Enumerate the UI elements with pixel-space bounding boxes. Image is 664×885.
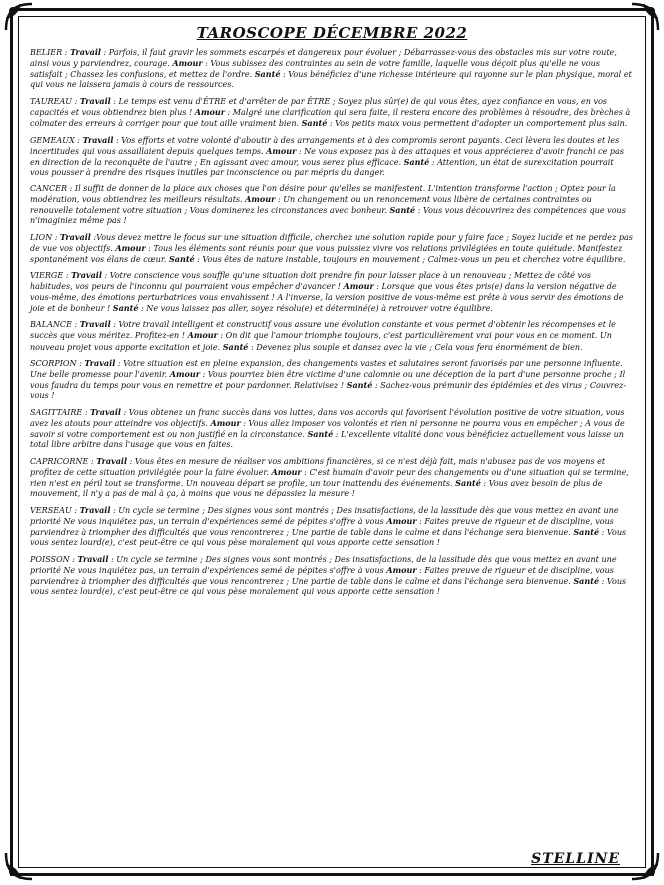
sign-name: LION [30,232,53,242]
sign-paragraph-balance: BALANCE : Travail : Votre travail intelligent et constructif vous assure une évolution constante et vous permet d'obtenir les récompenses et le succès que vous méritez. Profitez-en ! Amour : On dit que l'amour triomphe toujours, c'est particulièrement vrai pour vous en ce moment. Un nouveau projet vous apporte excitation et joie. Santé : Devenez plus souple et dansez avec la vie ; Cela vous fera énormément de bien. [30,319,616,352]
section-label: Travail [70,47,101,57]
section-text: : C'est humain d'avoir peur des changements ou d'une situation qui se termine, rien n'est en péril tout se transforme. Un nouveau départ se profile, un tour inattendu des événements. [30,467,629,489]
section-text: : Tous les éléments sont réunis pour que vous puissiez vivre vos relations privilégiées en toute quiétude. Manifestez spontanément vos élans de cœur. [30,243,623,264]
section-text: : Un cycle se termine ; Des signes vous sont montrés ; Des insatisfactions, de la lassitude dès que vous mettez en avant une priorité Ne vous inquiétez pas, un terrain d'expériences semé de pépites s'offre à vous [30,554,617,575]
corner-ornament-icon [4,851,34,881]
section-label: Amour [210,418,241,429]
section-text: : Devenez plus souple et dansez avec la vie ; Cela vous fera énormément de bien. [248,342,583,352]
section-text: : Parfois, il faut gravir les sommets escarpés et dangereux pour évoluer ; Débarrassez-vous des obstacles mis sur votre route, ainsi vous y parviendrez, courage. [30,48,617,69]
section-text: : Malgré une clarification qui sera faite, il restera encore des problèmes à résoudre, des brèches à colmater des erreurs à corriger pour que tout aille vraiment bien. [30,108,631,129]
section-text: : Il suffit de donner de la place aux choses que l'on désire pour qu'elles se manifestent. L'intention transforme l'action ; Optez pour la modération, vous obtiendrez les meilleurs résultats. [30,183,616,204]
section-label: Travail [71,270,102,281]
section-label: Travail [79,319,111,330]
sign-paragraph-belier: BELIER : Travail : Parfois, il faut gravir les sommets escarpés et dangereux pour évoluer ; Débarrassez-vous des obstacles mis sur votre route, ainsi vous y parviendrez, courage. Amour : Vous subissez des contraintes au sein de votre famille, laquelle vous déçoit plus qu'elle ne vous satisfait ; Chassez les confusions, et mettez de l'ordre. Santé : Vous bénéficiez d'une richesse intérieure qui rayonne sur le plan physique, moral et qui vous ne laissera jamais à cours de ressources. [30,47,632,90]
section-label: Santé [455,478,481,489]
section-label: Santé [254,69,281,80]
sign-name: VIERGE [30,271,64,281]
section-label: Santé [346,380,373,391]
sign-name: VERSEAU [30,505,72,515]
sign-name: TAUREAU [30,96,73,106]
section-label: Amour [386,515,417,526]
section-text: : Un changement ou un renoncement vous libère de certaines contraintes ou renouvelle totalement votre situation ; Vous dominerez les circonstances avec bonheur. [30,194,592,215]
section-label: Travail [79,504,111,515]
section-text: : Attention, un état de surexcitation pourrait vous pousser à prendre des risques inutiles par inconscience ou par mépris du danger. [30,158,614,178]
section-label: Amour [187,330,218,341]
section-text: : Vous pourriez bien être victime d'une calomnie ou une déception de la part d'une personne proche ; Il vous faudra du temps pour vous en remettre et pour pardonner. Relativisez ! [30,370,626,391]
section-label: Travail [90,406,121,417]
section-label: Amour [271,466,302,477]
section-text: : Votre situation est en pleine expansion, des changements vastes et salutaires seront favorisés par une personne influente. Une belle promesse pour l'avenir. [30,358,623,380]
horoscope-content [30,47,634,603]
section-text: : Vous vous sentez lourd(e), c'est peut-être ce qui vous pèse moralement qui vous apporte cette sensation ! [30,576,627,597]
section-label: Santé [168,253,195,264]
section-text: : Vos efforts et votre volonté d'aboutir à des arrangements et à des compromis seront payants. Ceci lèvera les doutes et les incertitudes qui vous assaillaient depuis quelques temps. [30,135,620,156]
section-label: Santé [573,527,600,538]
section-text: : Le temps est venu d'ÊTRE et d'arrêter de par ÊTRE ; Soyez plus sûr(e) de qui vous êtes, ayez confiance en vous, en vos capacités et vous obtiendrez bien plus ! [30,96,608,118]
section-text: : Un cycle se termine ; Des signes vous sont montrés ; Des insatisfactions, de la lassitude dès que vous mettez en avant une priorité Ne vous inquiétez pas, un terrain d'expériences semé de pépites s'offre à vous [30,505,619,526]
section-text: : Lorsque que vous êtes pris(e) dans la version négative de vous-même, des émotions perturbatrices vous envahissent ! A l'inverse, la version positive de vous-même est prête à vous servir des émotions de joie et de bonheur ! [30,282,624,313]
sign-name: CAPRICORNE [30,456,89,466]
section-label: Travail [82,134,114,145]
sign-paragraph-verseau: VERSEAU : Travail : Un cycle se termine ; Des signes vous sont montrés ; Des insatisfactions, de la lassitude dès que vous mettez en avant une priorité Ne vous inquiétez pas, un terrain d'expériences semé de pépites s'offre à vous Amour : Faites preuve de rigueur et de discipline, vous parviendrez à triompher des difficultés que vous rencontrerez ; Une partie de table dans le calme et dans l'échange sera bienvenue. Santé : Vous vous sentez lourd(e), c'est peut-être ce qui vous pèse moralement qui vous apporte cette sensation ! [30,504,627,548]
section-label: Amour [245,193,276,204]
section-label: Santé [222,341,249,352]
section-label: Travail [60,231,91,242]
section-label: Amour [169,369,201,380]
section-label: Amour [172,58,203,69]
section-label: Santé [389,204,416,215]
section-text: : Ne vous laissez pas aller, soyez résolu(e) et déterminé(e) à retrouver votre équilibre. [138,303,493,313]
section-label: Santé [307,429,334,440]
sign-paragraph-gemeaux: GEMEAUX : Travail : Vos efforts et votre volonté d'aboutir à des arrangements et à des compromis seront payants. Ceci lèvera les doutes et les incertitudes qui vous assaillaient depuis quelques temps. Amour : Ne vous exposez pas à des attaques et vous apprécierez d'avoir franchi ce pas en direction de la reconquête de l'autre ; En agissant avec amour, vous serez plus efficace. Santé : Attention, un état de surexcitation pourrait vous pousser à prendre des risques inutiles par inconscience ou par mépris du danger. [30,134,625,178]
section-label: Travail [77,553,109,564]
section-text: : Vous êtes de nature instable, toujours en mouvement ; Calmez-vous un peu et cherchez votre équilibre. [194,254,626,264]
section-label: Amour [266,145,297,156]
sign-name: CANCER [30,183,68,193]
section-label: Travail [84,357,116,368]
sign-paragraph-lion: LION : Travail :Vous devez mettre le focus sur une situation difficile, cherchez une solution rapide pour y faire face ; Soyez lucide et ne perdez pas de vue vos objectifs. Amour : Tous les éléments sont réunis pour que vous puissiez vivre vos relations privilégiées en toute quiétude. Manifestez spontanément vos élans de cœur. Santé : Vous êtes de nature instable, toujours en mouvement ; Calmez-vous un peu et cherchez votre équilibre. [30,231,633,264]
section-text: : Vous vous découvrirez des compétences que vous n'imaginiez même pas ! [30,205,626,226]
section-label: Santé [112,302,139,313]
section-label: Santé [573,575,600,586]
section-text: : Vous vous sentez lourd(e), c'est peut-être ce qui vous pèse moralement qui vous apporte cette sensation ! [30,528,627,548]
section-text: : Votre travail intelligent et constructif vous assure une évolution constante et vous permet d'obtenir les récompenses et le succès que vous méritez. Profitez-en ! [30,320,616,341]
corner-ornament-icon [630,851,660,881]
sign-name: GEMEAUX [30,135,75,145]
section-label: Amour [386,564,417,575]
section-text: : Vous obtenez un franc succès dans vos luttes, dans vos accords qui favorisent l'évolution positive de votre situation, vous avez les atouts pour atteindre vos objectifs. [30,407,625,429]
section-text: : Sachez-vous prémunir des épidémies et des virus ; Couvrez-vous ! [30,381,627,401]
sign-paragraph-vierge: VIERGE : Travail : Votre conscience vous souffle qu'une situation doit prendre fin pour laisser place à un renouveau ; Mettez de côté vos habitudes, vos peurs de l'inconnu qui pourraient vous empêcher d'avancer ! Amour : Lorsque que vous êtes pris(e) dans la version négative de vous-même, des émotions perturbatrices vous envahissent ! A l'inverse, la version positive de vous-même est prête à vous servir des émotions de joie et de bonheur ! Santé : Ne vous laissez pas aller, soyez résolu(e) et déterminé(e) à retrouver votre équilibre. [30,270,624,313]
sign-paragraph-poisson: POISSON : Travail : Un cycle se termine ; Des signes vous sont montrés ; Des insatisfactions, de la lassitude dès que vous mettez en avant une priorité Ne vous inquiétez pas, un terrain d'expériences semé de pépites s'offre à vous Amour : Faites preuve de rigueur et de discipline, vous parviendrez à triompher des difficultés que vous rencontrerez ; Une partie de table dans le calme et dans l'échange sera bienvenue. Santé : Vous vous sentez lourd(e), c'est peut-être ce qui vous pèse moralement qui vous apporte cette sensation ! [30,553,627,597]
section-text: : On dit que l'amour triomphe toujours, c'est particulièrement vrai pour vous en ce moment. Un nouveau projet vous apporte excitation et joie. [30,331,612,352]
sign-name: POISSON [30,554,70,564]
section-label: Amour [115,242,146,253]
section-text: : Vous subissez des contraintes au sein de votre famille, laquelle vous déçoit plus qu'elle ne vous satisfait ; Chassez les confusions, et mettez de l'ordre. [30,59,600,80]
section-text: : Ne vous exposez pas à des attaques et vous apprécierez d'avoir franchi ce pas en direction de la reconquête de l'autre ; En agissant avec amour, vous serez plus efficace. [30,146,625,167]
sign-paragraph-taureau: TAUREAU : Travail : Le temps est venu d'ÊTRE et d'arrêter de par ÊTRE ; Soyez plus sûr(e) de qui vous êtes, ayez confiance en vous, en vos capacités et vous obtiendrez bien plus ! Amour : Malgré une clarification qui sera faite, il restera encore des problèmes à résoudre, des brèches à colmater des erreurs à corriger pour que tout aille vraiment bien. Santé : Vos petits maux vous permettent d'adopter un comportement plus sain. [30,95,631,129]
sign-paragraph-scorpion: SCORPION : Travail : Votre situation est en pleine expansion, des changements vastes et salutaires seront favorisés par une personne influente. Une belle promesse pour l'avenir. Amour : Vous pourriez bien être victime d'une calomnie ou une déception de la part d'une personne proche ; Il vous faudra du temps pour vous en remettre et pour pardonner. Relativisez ! Santé : Sachez-vous prémunir des épidémies et des virus ; Couvrez-vous ! [30,357,627,401]
sign-paragraph-sagittaire: SAGITTAIRE : Travail : Vous obtenez un franc succès dans vos luttes, dans vos accords qui favorisent l'évolution positive de votre situation, vous avez les atouts pour atteindre vos objectifs. Amour : Vous allez imposer vos volontés et rien ni personne ne pourra vous en empêcher ; A vous de savoir si votre comportement est ou non justifié en la circonstance. Santé : L'excellente vitalité donc vous bénéficiez actuellement vous laisse un total libre arbitre dans l'usage que vous en faites. [30,406,625,450]
section-text: : Vous avez besoin de plus de mouvement, il n'y a pas de mal à ça, à moins que vous ne dépassiez la mesure ! [30,479,603,499]
section-text: : Vous allez imposer vos volontés et rien ni personne ne pourra vous en empêcher ; A vous de savoir si votre comportement est ou non justifié en la circonstance. [30,419,625,440]
section-text: : Vos petits maux vous permettent d'adopter un comportement plus sain. [327,119,628,129]
sign-paragraph-capricorne: CAPRICORNE : Travail : Vous êtes en mesure de réaliser vos ambitions financières, si ce n'est déjà fait, mais n'abusez pas de vos moyens et profitez de cette situation privilégiée pour la faire évoluer. Amour : C'est humain d'avoir peur des changements ou d'une situation qui se termine, rien n'est en péril tout se transforme. Un nouveau départ se profile, un tour inattendu des événements. Santé : Vous avez besoin de plus de mouvement, il n'y a pas de mal à ça, à moins que vous ne dépassiez la mesure ! [30,455,629,499]
section-text: :Vous devez mettre le focus sur une situation difficile, cherchez une solution rapide pour y faire face ; Soyez lucide et ne perdez pas de vue vos objectifs. [30,232,633,253]
sign-paragraph-cancer [30,184,634,227]
section-label: Travail [79,95,111,106]
sign-name: SCORPION [30,358,77,368]
author-signature: STELLINE [531,851,620,867]
section-label: Travail [96,455,128,466]
section-text: : Votre conscience vous souffle qu'une situation doit prendre fin pour laisser place à un renouveau ; Mettez de côté vos habitudes, vos peurs de l'inconnu qui pourraient vous empêcher d'avancer ! [30,271,591,292]
page-title: TAROSCOPE DÉCEMBRE 2022 [196,24,468,42]
section-text: : Faites preuve de rigueur et de discipline, vous parviendrez à triompher des difficultés que vous rencontrerez ; Une partie de table dans le calme et dans l'échange sera bienvenue. [30,516,614,538]
section-text: : Vous bénéficiez d'une richesse intérieure qui rayonne sur le plan physique, moral et qui vous ne laissera jamais à cours de ressources. [30,70,632,90]
sign-name: BALANCE [30,320,72,330]
section-label: Santé [301,118,328,129]
section-text: : Vous êtes en mesure de réaliser vos ambitions financières, si ce n'est déjà fait, mais n'abusez pas de vos moyens et profitez de cette situation privilégiée pour la faire évoluer. [30,456,606,477]
section-text: : L'excellente vitalité donc vous bénéficiez actuellement vous laisse un total libre arbitre dans l'usage que vous en faites. [30,430,624,450]
sign-name: BELIER [30,48,63,57]
sign-name: SAGITTAIRE [30,407,83,417]
section-label: Santé [403,157,430,167]
section-text: : Faites preuve de rigueur et de discipline, vous parviendrez à triompher des difficultés que vous rencontrerez ; Une partie de table dans le calme et dans l'échange sera bienvenue. [30,565,614,586]
section-label: Amour [194,107,225,118]
section-label: Amour [343,281,374,292]
